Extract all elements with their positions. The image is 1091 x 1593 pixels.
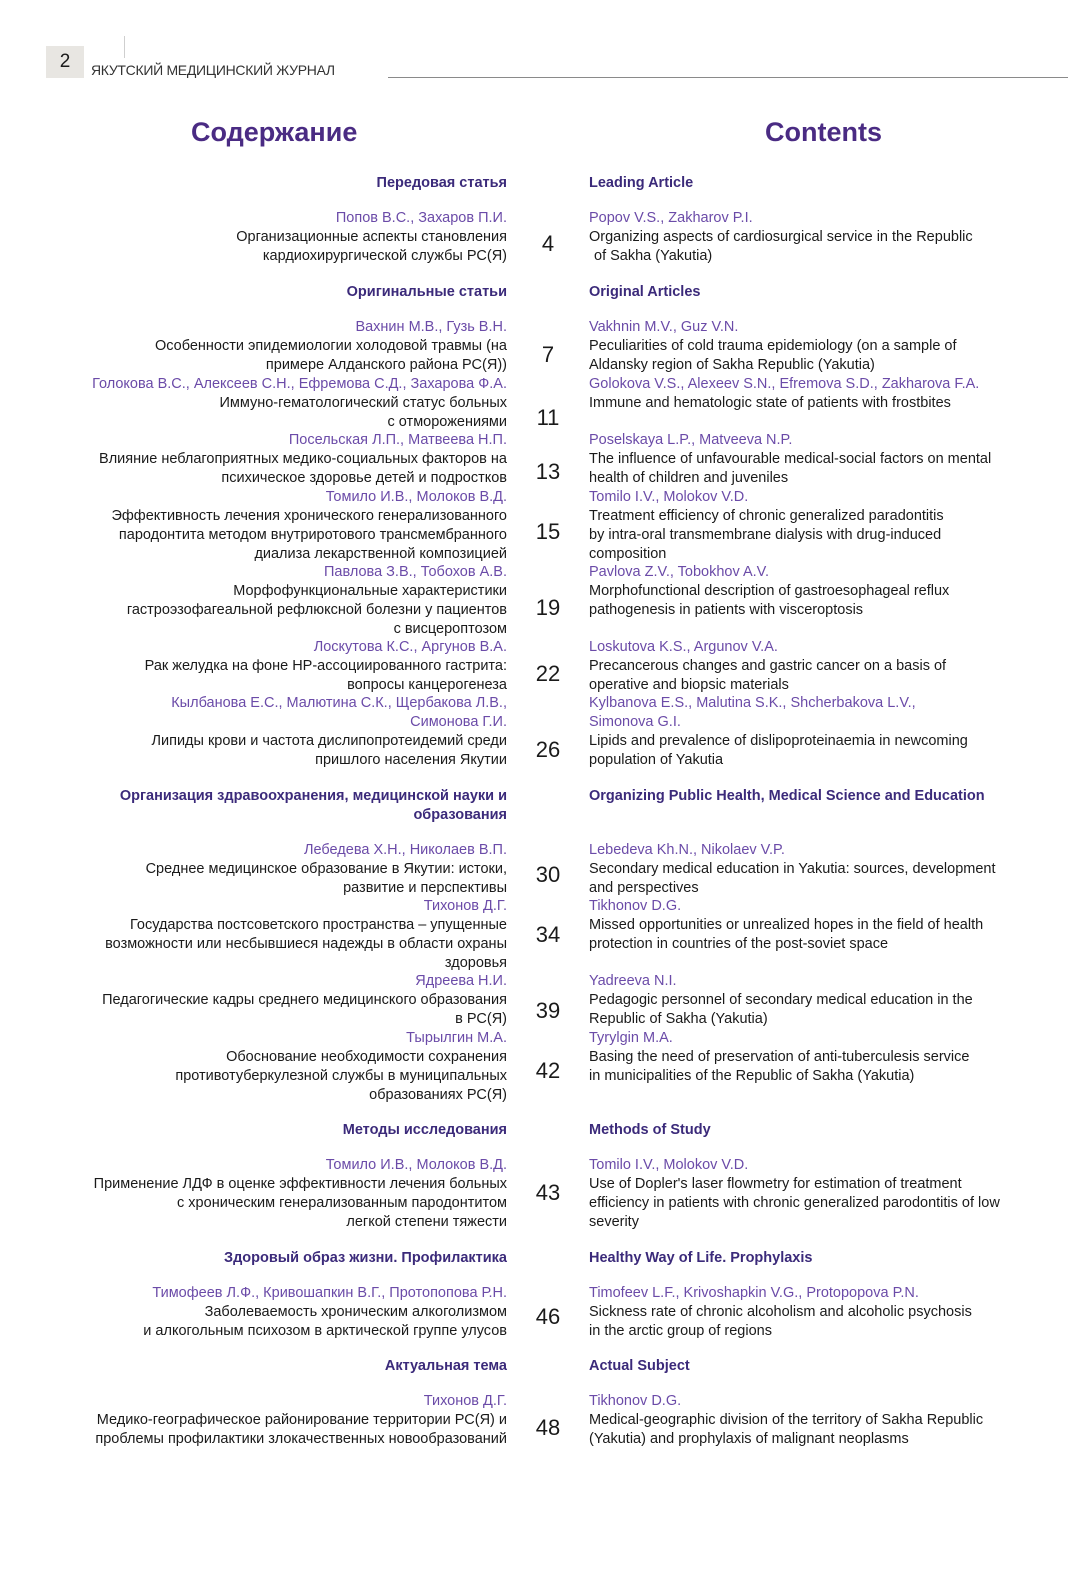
section-heading-en: Actual Subject <box>589 1358 690 1374</box>
toc-author-en[interactable]: Golokova V.S., Alexeev S.N., Efremova S.D., Zakharova F.A. <box>589 376 980 392</box>
toc-article-title-en[interactable]: in the arctic group of regions <box>589 1323 772 1339</box>
toc-article-title-ru[interactable]: Организационные аспекты становления <box>236 229 507 245</box>
section-heading-ru: Организация здравоохранения, медицинской науки и <box>119 788 507 804</box>
toc-article-title-ru[interactable]: Особенности эпидемиологии холодовой травмы (на <box>154 338 507 354</box>
toc-page-number[interactable]: 11 <box>536 405 560 430</box>
toc-page-number[interactable]: 46 <box>535 1304 561 1329</box>
contents-title-ru: Содержание <box>191 117 358 147</box>
toc-article-title-ru[interactable]: с отморожениями <box>387 414 507 430</box>
toc-article-title-ru[interactable]: Заболеваемость хроническим алкоголизмом <box>204 1304 507 1320</box>
toc-article-title-en[interactable]: Republic of Sakha (Yakutia) <box>589 1011 768 1027</box>
section-heading-ru: образования <box>413 807 507 823</box>
toc-article-title-ru[interactable]: образованиях РС(Я) <box>369 1087 507 1103</box>
header-rule <box>388 77 1068 78</box>
toc-author-ru[interactable]: Павлова З.В., Тобохов А.В. <box>324 564 507 580</box>
toc-page-number[interactable]: 4 <box>541 231 555 256</box>
toc-page-number[interactable]: 7 <box>541 342 555 367</box>
toc-article-title-ru[interactable]: Эффективность лечения хронического генерализованного <box>111 508 507 524</box>
toc-article-title-ru[interactable]: развитие и перспективы <box>343 880 507 896</box>
toc-author-ru[interactable]: Попов В.С., Захаров П.И. <box>335 210 507 226</box>
page-number: 2 <box>46 46 84 78</box>
toc-article-title-ru[interactable]: психическое здоровье детей и подростков <box>221 470 507 486</box>
toc-article-title-en[interactable]: efficiency in patients with chronic generalized parodontitis of low <box>589 1195 1000 1211</box>
toc-author-en[interactable]: Kylbanova E.S., Malutina S.K., Shcherbakova L.V., <box>589 695 916 711</box>
toc-author-en[interactable]: Tomilo I.V., Molokov V.D. <box>589 1157 749 1173</box>
toc-page-number[interactable]: 30 <box>535 862 561 887</box>
toc-article-title-en[interactable]: Pedagogic personnel of secondary medical education in the <box>589 992 973 1008</box>
toc-article-title-en[interactable]: operative and biopsic materials <box>589 677 789 693</box>
toc-article-title-ru[interactable]: вопросы канцерогенеза <box>347 677 507 693</box>
section-heading-en: Leading Article <box>589 175 694 191</box>
toc-article-title-en[interactable]: Aldansky region of Sakha Republic (Yakutia) <box>589 357 875 373</box>
toc-author-en[interactable]: Lebedeva Kh.N., Nikolaev V.P. <box>589 842 785 858</box>
toc-article-title-en[interactable]: severity <box>589 1214 639 1230</box>
toc-author-en[interactable]: Timofeev L.F., Krivoshapkin V.G., Protopopova P.N. <box>589 1285 919 1301</box>
toc-author-en[interactable]: Pavlova Z.V., Tobokhov A.V. <box>589 564 770 580</box>
header-tick-mark <box>124 36 125 58</box>
toc-article-title-en[interactable]: Sickness rate of chronic alcoholism and alcoholic psychosis <box>589 1304 972 1320</box>
toc-article-title-en[interactable]: Lipids and prevalence of dislipoproteinaemia in newcoming <box>589 733 968 749</box>
toc-article-title-en[interactable]: in municipalities of the Republic of Sakha (Yakutia) <box>589 1068 915 1084</box>
toc-page-number[interactable]: 19 <box>535 595 561 620</box>
toc-article-title-ru[interactable]: примере Алданского района РС(Я)) <box>265 357 507 373</box>
toc-article-title-en[interactable]: protection in countries of the post-soviet space <box>589 936 889 952</box>
toc-article-title-ru[interactable]: пришлого населения Якутии <box>315 752 507 768</box>
section-heading-en: Healthy Way of Life. Prophylaxis <box>589 1250 813 1266</box>
toc-article-title-en[interactable]: (Yakutia) and prophylaxis of malignant neoplasms <box>589 1431 909 1447</box>
toc-article-title-ru[interactable]: с висцероптозом <box>393 621 507 637</box>
toc-author-ru[interactable]: Томило И.В., Молоков В.Д. <box>325 1157 507 1173</box>
toc-page-number[interactable]: 34 <box>535 922 561 947</box>
toc-article-title-en[interactable]: Basing the need of preservation of anti-tuberculesis service <box>589 1049 970 1065</box>
toc-page-number[interactable]: 39 <box>535 998 561 1023</box>
toc-article-title-en[interactable]: Immune and hematologic state of patients with frostbites <box>589 395 951 411</box>
toc-author-ru[interactable]: Лебедева Х.Н., Николаев В.П. <box>303 842 507 858</box>
toc-article-title-ru[interactable]: Обоснование необходимости сохранения <box>226 1049 507 1065</box>
toc-page-number[interactable]: 22 <box>535 661 561 686</box>
toc-article-title-ru[interactable]: Морфофункциональные характеристики <box>233 583 507 599</box>
toc-author-ru[interactable]: Тимофеев Л.Ф., Кривошапкин В.Г., Протопопова Р.Н. <box>152 1285 507 1301</box>
toc-article-title-en[interactable]: pathogenesis in patients with visceroptosis <box>589 602 864 618</box>
toc-author-en[interactable]: Tomilo I.V., Molokov V.D. <box>589 489 749 505</box>
toc-page-number[interactable]: 48 <box>535 1415 561 1440</box>
toc-article-title-en[interactable]: Secondary medical education in Yakutia: sources, development <box>589 861 996 877</box>
toc-article-title-ru[interactable]: и алкогольным психозом в арктической группе улусов <box>143 1323 507 1339</box>
section-heading-ru: Методы исследования <box>342 1122 507 1138</box>
toc-author-en[interactable]: Simonova G.I. <box>589 714 681 730</box>
toc-article-title-en[interactable]: and perspectives <box>589 880 699 896</box>
toc-article-title-ru[interactable]: Иммуно-гематологический статус больных <box>219 395 507 411</box>
toc-article-title-ru[interactable]: с хроническим генерализованным пародонтитом <box>177 1195 507 1211</box>
section-heading-en: Methods of Study <box>589 1122 711 1138</box>
toc-article-title-en[interactable]: Organizing aspects of cardiosurgical service in the Republic <box>589 229 973 245</box>
toc-author-en[interactable]: Popov V.S., Zakharov P.I. <box>589 210 753 226</box>
toc-article-title-en[interactable]: health of children and juveniles <box>589 470 789 486</box>
toc-article-title-ru[interactable]: Рак желудка на фоне НР-ассоциированного гастрита: <box>144 658 507 674</box>
toc-article-title-en[interactable]: Medical-geographic division of the territory of Sakha Republic <box>589 1412 984 1428</box>
toc-article-title-ru[interactable]: Медико-географическое районирование территории РС(Я) и <box>96 1412 507 1428</box>
toc-article-title-ru[interactable]: в РС(Я) <box>455 1011 507 1027</box>
toc-author-ru[interactable]: Кылбанова Е.С., Малютина С.К., Щербакова Л.В., <box>171 695 507 711</box>
toc-article-title-ru[interactable]: Педагогические кадры среднего медицинского образования <box>102 992 507 1008</box>
toc-page-number[interactable]: 43 <box>535 1180 561 1205</box>
toc-author-en[interactable]: Tikhonov D.G. <box>589 1393 682 1409</box>
toc-article-title-en[interactable]: The influence of unfavourable medical-social factors on mental <box>589 451 992 467</box>
toc-article-title-en[interactable]: Precancerous changes and gastric cancer on a basis of <box>589 658 947 674</box>
toc-article-title-ru[interactable]: противотуберкулезной службы в муниципальных <box>175 1068 507 1084</box>
toc-article-title-ru[interactable]: Применение ЛДФ в оценке эффективности лечения больных <box>93 1176 507 1192</box>
toc-author-ru[interactable]: Голокова В.С., Алексеев С.Н., Ефремова С.Д., Захарова Ф.А. <box>92 376 507 392</box>
toc-article-title-en[interactable]: by intra-oral transmembrane dialysis with drug-induced <box>589 527 942 543</box>
toc-author-ru[interactable]: Ядреева Н.И. <box>415 973 507 989</box>
contents-title-en: Contents <box>765 117 882 147</box>
section-heading-ru: Здоровый образ жизни. Профилактика <box>224 1250 507 1266</box>
toc-article-title-en[interactable]: Morphofunctional description of gastroesophageal reflux <box>589 583 950 599</box>
toc-article-title-ru[interactable]: возможности или несбывшиеся надежды в области охраны <box>105 936 507 952</box>
toc-article-title-ru[interactable]: легкой степени тяжести <box>346 1214 507 1230</box>
toc-author-ru[interactable]: Симонова Г.И. <box>410 714 507 730</box>
section-heading-ru: Передовая статья <box>376 175 507 191</box>
toc-author-ru[interactable]: Тихонов Д.Г. <box>423 1393 507 1409</box>
toc-article-title-ru[interactable]: Липиды крови и частота дислипопротеидемий среди <box>151 733 507 749</box>
toc-article-title-ru[interactable]: гастроэзофагеальной рефлюксной болезни у пациентов <box>126 602 507 618</box>
toc-article-title-ru[interactable]: проблемы профилактики злокачественных новообразований <box>95 1431 507 1447</box>
section-heading-en: Organizing Public Health, Medical Science and Education <box>589 788 985 804</box>
toc-page-number[interactable]: 26 <box>535 737 561 762</box>
toc-author-en[interactable]: Vakhnin M.V., Guz V.N. <box>589 319 739 335</box>
toc-article-title-en[interactable]: of Sakha (Yakutia) <box>594 248 713 264</box>
toc-page-number[interactable]: 13 <box>535 459 561 484</box>
toc-article-title-en[interactable]: Missed opportunities or unrealized hopes in the field of health <box>589 917 984 933</box>
toc-article-title-en[interactable]: Peculiarities of cold trauma epidemiology (on a sample of <box>589 338 957 354</box>
toc-article-title-ru[interactable]: Влияние неблагоприятных медико-социальных факторов на <box>99 451 507 467</box>
toc-article-title-ru[interactable]: кардиохирургической службы РС(Я) <box>262 248 507 264</box>
toc-article-title-ru[interactable]: здоровья <box>444 955 507 971</box>
toc-author-ru[interactable]: Тихонов Д.Г. <box>423 898 507 914</box>
toc-article-title-en[interactable]: composition <box>589 546 667 562</box>
toc-author-en[interactable]: Yadreeva N.I. <box>589 973 677 989</box>
section-heading-en: Original Articles <box>589 284 701 300</box>
toc-article-title-en[interactable]: population of Yakutia <box>589 752 724 768</box>
toc-author-ru[interactable]: Тырылгин М.А. <box>406 1030 507 1046</box>
toc-author-en[interactable]: Tikhonov D.G. <box>589 898 682 914</box>
toc-article-title-ru[interactable]: пародонтита методом внутриротового трансмембранного <box>118 527 507 543</box>
toc-author-en[interactable]: Tyrylgin M.A. <box>589 1030 673 1046</box>
toc-author-ru[interactable]: Посельская Л.П., Матвеева Н.П. <box>288 432 507 448</box>
toc-author-ru[interactable]: Лоскутова К.С., Аргунов В.А. <box>313 639 507 655</box>
toc-page-number[interactable]: 42 <box>535 1058 561 1083</box>
toc-article-title-ru[interactable]: Среднее медицинское образование в Якутии: истоки, <box>145 861 507 877</box>
section-heading-ru: Оригинальные статьи <box>346 284 507 300</box>
journal-title: ЯКУТСКИЙ МЕДИЦИНСКИЙ ЖУРНАЛ <box>91 62 335 78</box>
toc-article-title-ru[interactable]: диализа лекарственной композицией <box>254 546 507 562</box>
page-header <box>0 0 1091 100</box>
toc-author-ru[interactable]: Вахнин М.В., Гузь В.Н. <box>355 319 507 335</box>
toc-article-title-en[interactable]: Use of Dopler's laser flowmetry for estimation of treatment <box>589 1176 962 1192</box>
toc-article-title-en[interactable]: Treatment efficiency of chronic generalized paradontitis <box>589 508 944 524</box>
toc-page-number[interactable]: 15 <box>535 519 561 544</box>
section-heading-ru: Актуальная тема <box>384 1358 507 1374</box>
toc-author-en[interactable]: Poselskaya L.P., Matveeva N.P. <box>589 432 793 448</box>
toc-article-title-ru[interactable]: Государства постсоветского пространства – упущенные <box>130 917 507 933</box>
toc-author-en[interactable]: Loskutova K.S., Argunov V.A. <box>589 639 778 655</box>
toc-author-ru[interactable]: Томило И.В., Молоков В.Д. <box>325 489 507 505</box>
